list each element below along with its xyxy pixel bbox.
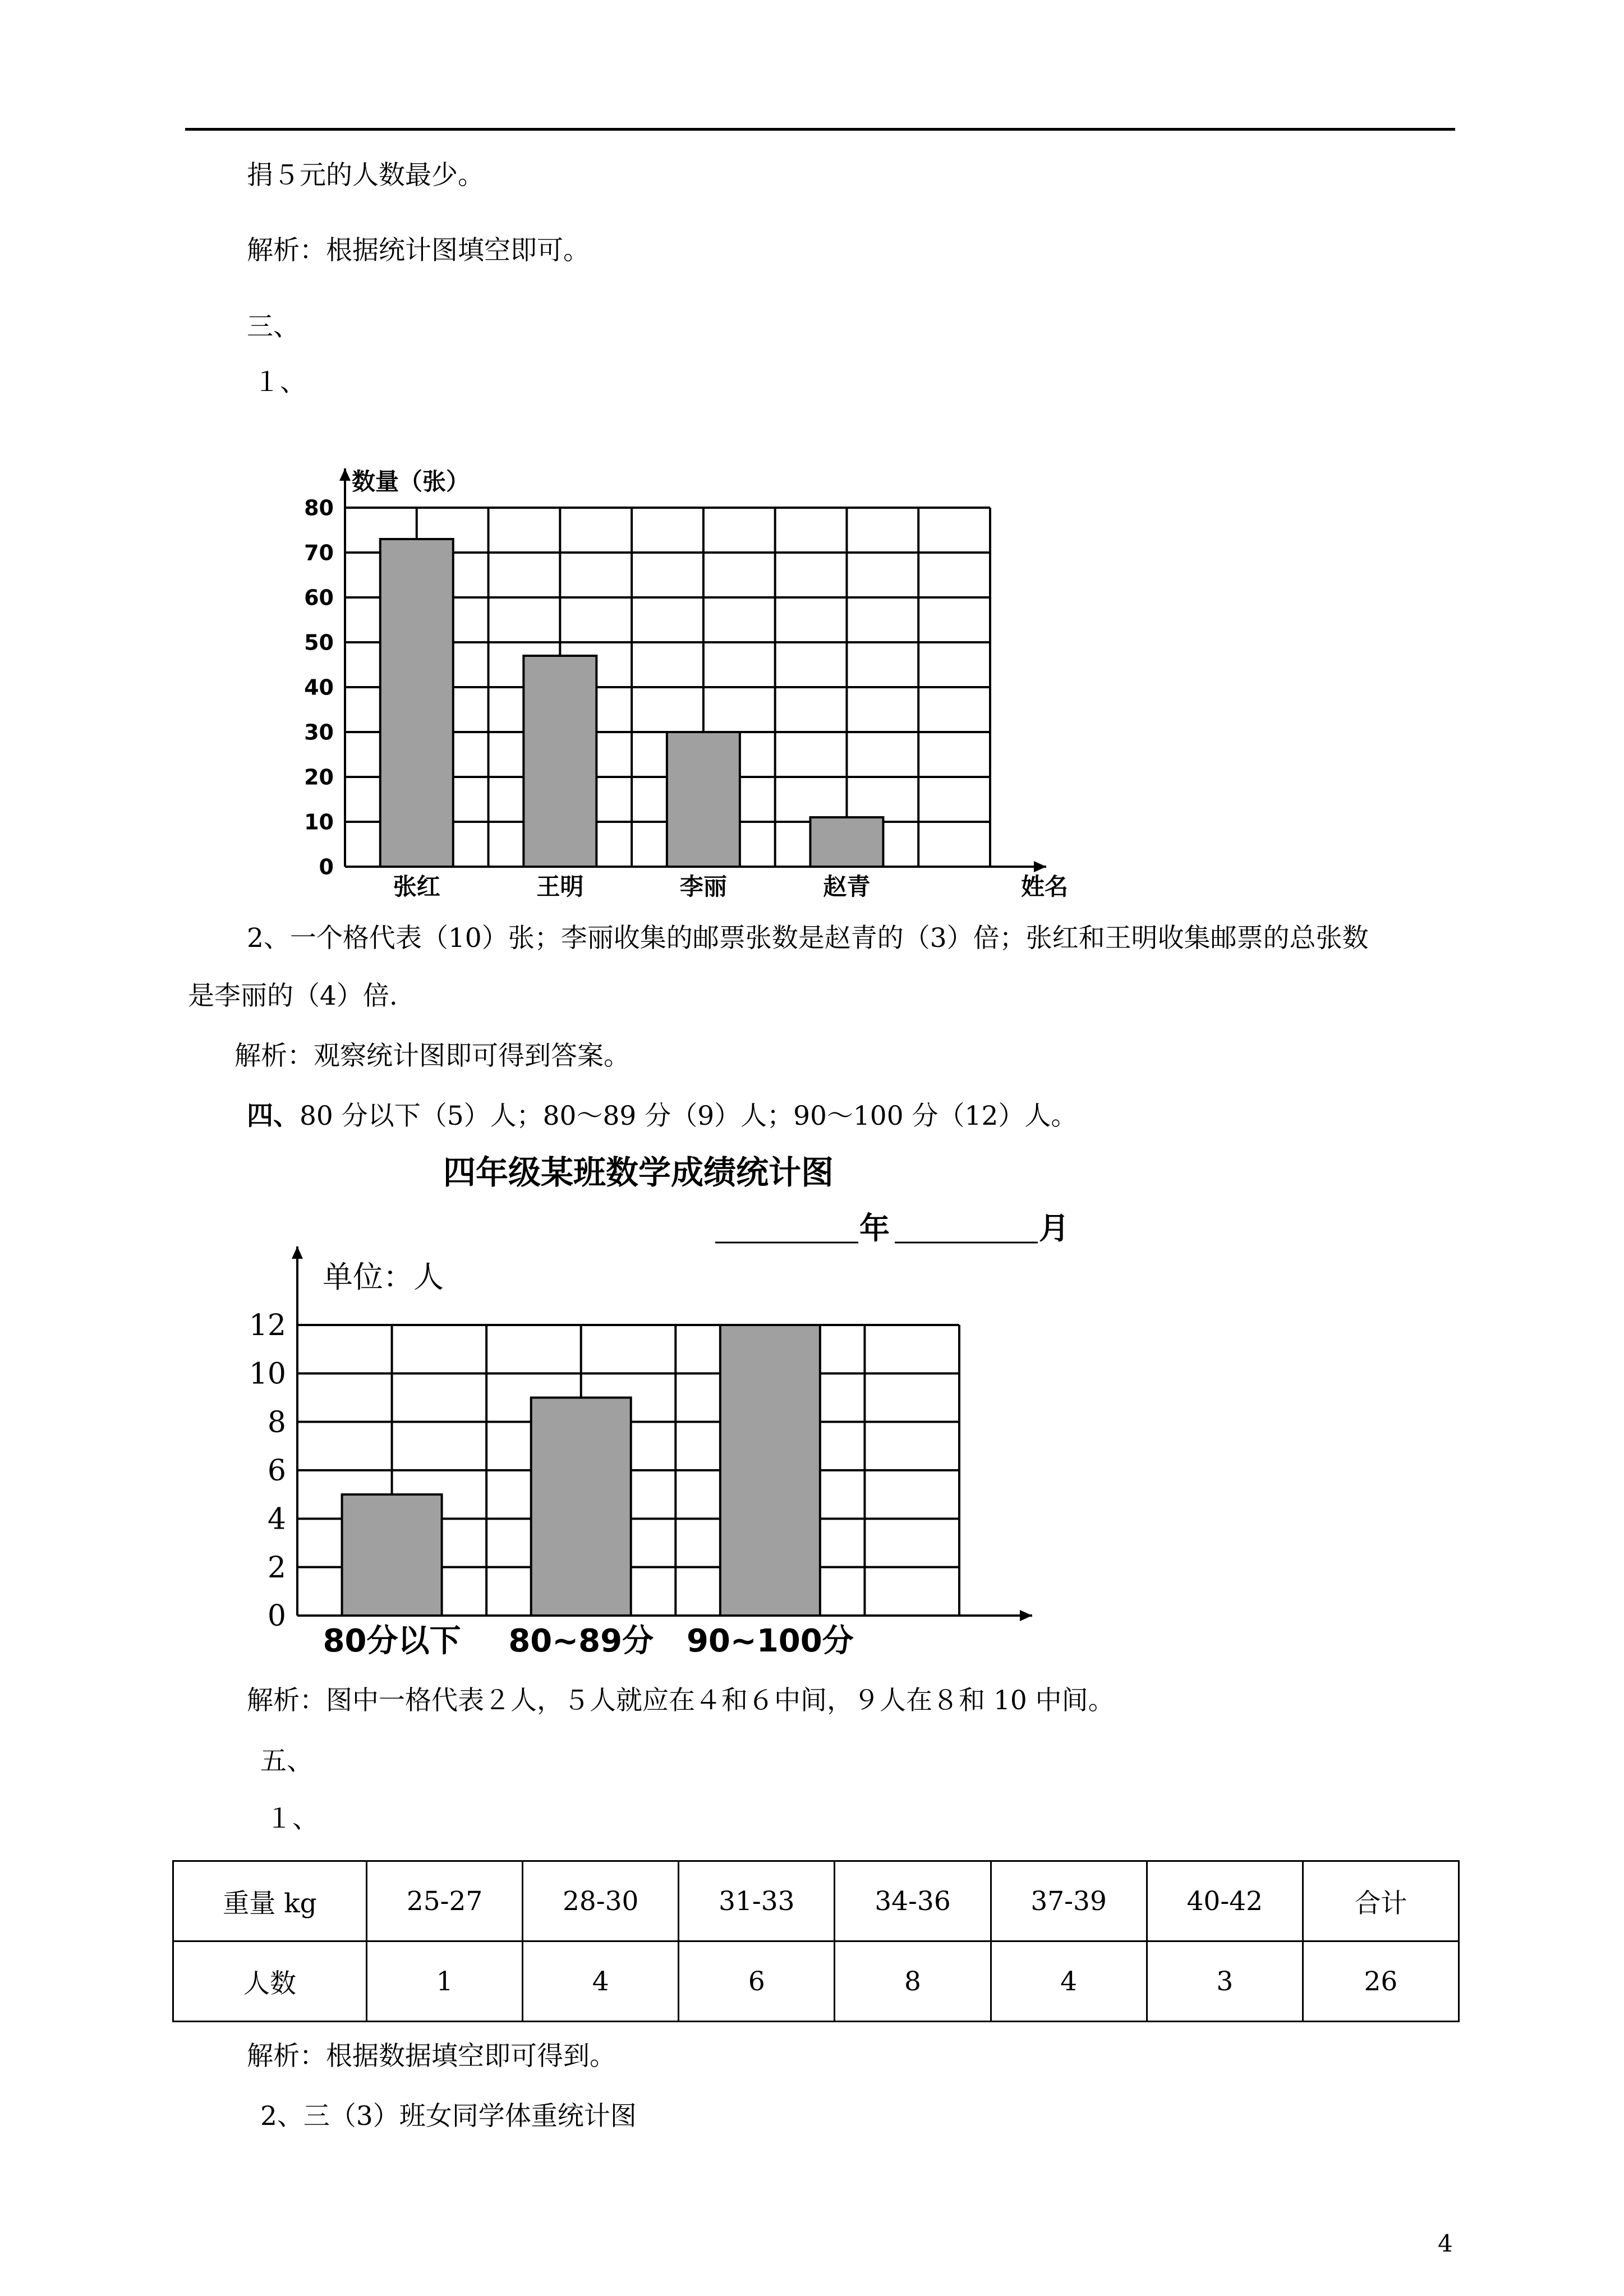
year-label: 年 — [859, 1211, 890, 1246]
table-row — [173, 1941, 1459, 2022]
table-cell: 1 — [367, 1941, 523, 2022]
x-category-label: 80~89分 — [508, 1623, 654, 1659]
y-tick-label: 70 — [304, 540, 334, 565]
y-axis-arrow — [292, 1246, 303, 1259]
y-tick-label: 0 — [319, 854, 334, 880]
y-tick-label: 10 — [249, 1357, 286, 1391]
x-axis-arrow — [1034, 861, 1046, 872]
table-cell: 26 — [1303, 1941, 1459, 2022]
x-axis-arrow — [1020, 1610, 1032, 1621]
bar — [531, 1398, 631, 1616]
y-tick-label: 0 — [267, 1599, 286, 1634]
y-tick-label: 4 — [267, 1502, 286, 1536]
y-axis-arrow — [339, 468, 351, 481]
y-tick-label: 6 — [267, 1454, 286, 1488]
table-cell: 4 — [991, 1941, 1147, 2022]
y-tick-label: 60 — [304, 585, 334, 610]
x-axis-label: 姓名 — [1021, 873, 1069, 900]
text-line-6: 是李丽的（4）倍. — [188, 981, 398, 1011]
table-cell: 人数 — [173, 1941, 367, 2022]
chart-title: 四年级某班数学成绩统计图 — [443, 1153, 834, 1191]
item-one-label: １、 — [254, 367, 306, 398]
bar — [720, 1325, 820, 1616]
y-tick-label: 2 — [267, 1550, 286, 1585]
text-line-5: 2、一个格代表（10）张；李丽收集的邮票张数是赵青的（3）倍；张红和王明收集邮票的总张数 — [247, 923, 1369, 954]
y-axis-label: 数量（张） — [352, 468, 470, 495]
math-score-bar-chart — [241, 1144, 1094, 1660]
y-tick-label: 8 — [267, 1405, 286, 1439]
text-line-9: 解析：图中一格代表２人，５人就应在４和６中间，９人在８和 10 中间。 — [247, 1685, 1115, 1716]
item-one-label-2: １、 — [266, 1803, 319, 1834]
section-five-heading: 五、 — [260, 1746, 313, 1777]
header-rule — [185, 128, 1455, 131]
y-tick-label: 50 — [304, 630, 334, 655]
y-tick-label: 40 — [304, 675, 334, 700]
text-line-1: 捐５元的人数最少。 — [247, 160, 484, 191]
table-cell: 31-33 — [679, 1861, 835, 1941]
y-tick-label: 12 — [249, 1309, 286, 1343]
table-cell: 40-42 — [1147, 1861, 1303, 1941]
text-line-8 — [247, 1099, 1077, 1133]
table-cell: 25-27 — [367, 1861, 523, 1941]
table-cell: 8 — [835, 1941, 991, 2022]
x-category-label: 赵青 — [823, 873, 871, 900]
bar — [380, 539, 453, 867]
x-category-label: 90~100分 — [686, 1623, 854, 1659]
page-number: 4 — [1438, 2230, 1453, 2257]
y-axis-label: 单位：人 — [323, 1259, 444, 1295]
text-line-2: 解析：根据统计图填空即可。 — [247, 235, 590, 266]
weight-table — [172, 1860, 1460, 2022]
bar — [523, 656, 596, 867]
bar — [810, 817, 883, 867]
x-category-label: 张红 — [393, 873, 440, 900]
table-cell: 合计 — [1303, 1861, 1459, 1941]
table-cell: 6 — [679, 1941, 835, 2022]
table-cell: 4 — [523, 1941, 679, 2022]
text-line-7: 解析：观察统计图即可得到答案。 — [234, 1041, 630, 1071]
bar — [342, 1494, 442, 1616]
section-three-heading: 三、 — [247, 311, 300, 342]
y-tick-label: 20 — [304, 765, 334, 790]
bar — [667, 732, 740, 867]
table-row — [173, 1861, 1459, 1941]
table-cell: 37-39 — [991, 1861, 1147, 1941]
y-tick-label: 80 — [304, 495, 334, 521]
table-cell: 重量 kg — [173, 1861, 367, 1941]
text-line-13: 2、三（3）班女同学体重统计图 — [260, 2101, 637, 2132]
x-category-label: 王明 — [536, 873, 584, 900]
table-cell: 3 — [1147, 1941, 1303, 2022]
section-four-answer: 80 分以下（5）人；80～89 分（9）人；90～100 分（12）人。 — [300, 1101, 1078, 1131]
stamp-bar-chart — [303, 415, 1069, 909]
table-cell: 34-36 — [835, 1861, 991, 1941]
y-tick-label: 10 — [304, 809, 334, 835]
x-category-label: 80分以下 — [323, 1623, 461, 1659]
text-line-12: 解析：根据数据填空即可得到。 — [247, 2041, 616, 2072]
x-category-label: 李丽 — [679, 873, 727, 900]
month-label: 月 — [1039, 1211, 1069, 1246]
y-tick-label: 30 — [304, 720, 334, 745]
section-four-heading: 四、 — [247, 1101, 300, 1131]
table-cell: 28-30 — [523, 1861, 679, 1941]
